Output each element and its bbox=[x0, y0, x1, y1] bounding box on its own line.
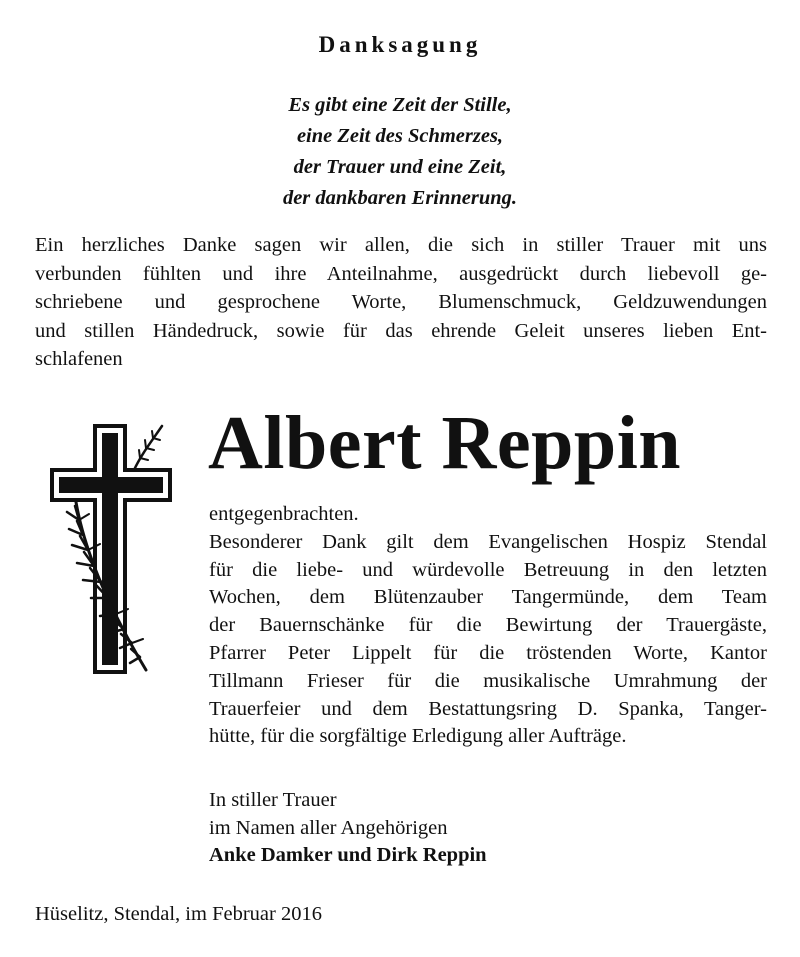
thanks-line: Tillmann Frieser für die musikalische Umrahmung der bbox=[209, 669, 767, 692]
poem-line: der dankbaren Erinnerung. bbox=[282, 187, 518, 209]
thanks-line: Wochen, dem Blütenzauber Tangermünde, dem Team bbox=[209, 586, 767, 609]
signers: Anke Damker und Dirk Reppin bbox=[209, 844, 487, 866]
poem-line: eine Zeit des Schmerzes, bbox=[296, 125, 504, 147]
intro-line: Ein herzliches Danke sagen wir allen, die sich in stiller Trauer mit uns bbox=[35, 234, 767, 256]
deceased-name: Albert Reppin bbox=[208, 401, 682, 485]
thanks-line: entgegenbrachten. bbox=[209, 503, 359, 525]
thanks-paragraph bbox=[209, 501, 767, 751]
poem-line: der Trauer und eine Zeit, bbox=[293, 156, 507, 178]
intro-line: schlafenen bbox=[35, 348, 123, 370]
thanks-line: der Bauernschänke für die Bewirtung der Trauergäste, bbox=[209, 614, 767, 637]
poem-line: Es gibt eine Zeit der Stille, bbox=[288, 94, 512, 116]
intro-line: und stillen Händedruck, sowie für das ehrende Geleit unseres lieben Ent- bbox=[35, 319, 767, 342]
closing-line: In stiller Trauer bbox=[209, 789, 337, 811]
closing-signature bbox=[209, 787, 709, 870]
place-and-date: Hüselitz, Stendal, im Februar 2016 bbox=[35, 903, 322, 925]
thanks-line: für die liebe- und würdevolle Betreuung in den letzten bbox=[209, 558, 767, 581]
notice-title: Danksagung bbox=[318, 32, 482, 57]
poem bbox=[0, 90, 800, 214]
thanks-line: Trauerfeier und dem Bestattungsring D. Spanka, Tanger- bbox=[209, 697, 767, 720]
intro-line: schriebene und gesprochene Worte, Blumenschmuck, Geldzuwendungen bbox=[35, 291, 767, 313]
thanks-line: Besonderer Dank gilt dem Evangelischen Hospiz Stendal bbox=[209, 530, 767, 553]
cross-with-palm-branch-icon bbox=[46, 420, 176, 680]
intro-paragraph bbox=[35, 231, 767, 374]
thanks-line: hütte, für die sorgfältige Erledigung aller Aufträge. bbox=[209, 725, 627, 748]
closing-line: im Namen aller Angehörigen bbox=[209, 816, 448, 839]
intro-line: verbunden fühlten und ihre Anteilnahme, ausgedrückt durch liebevoll ge- bbox=[35, 262, 767, 285]
thanks-line: Pfarrer Peter Lippelt für die tröstenden Worte, Kantor bbox=[209, 641, 767, 664]
